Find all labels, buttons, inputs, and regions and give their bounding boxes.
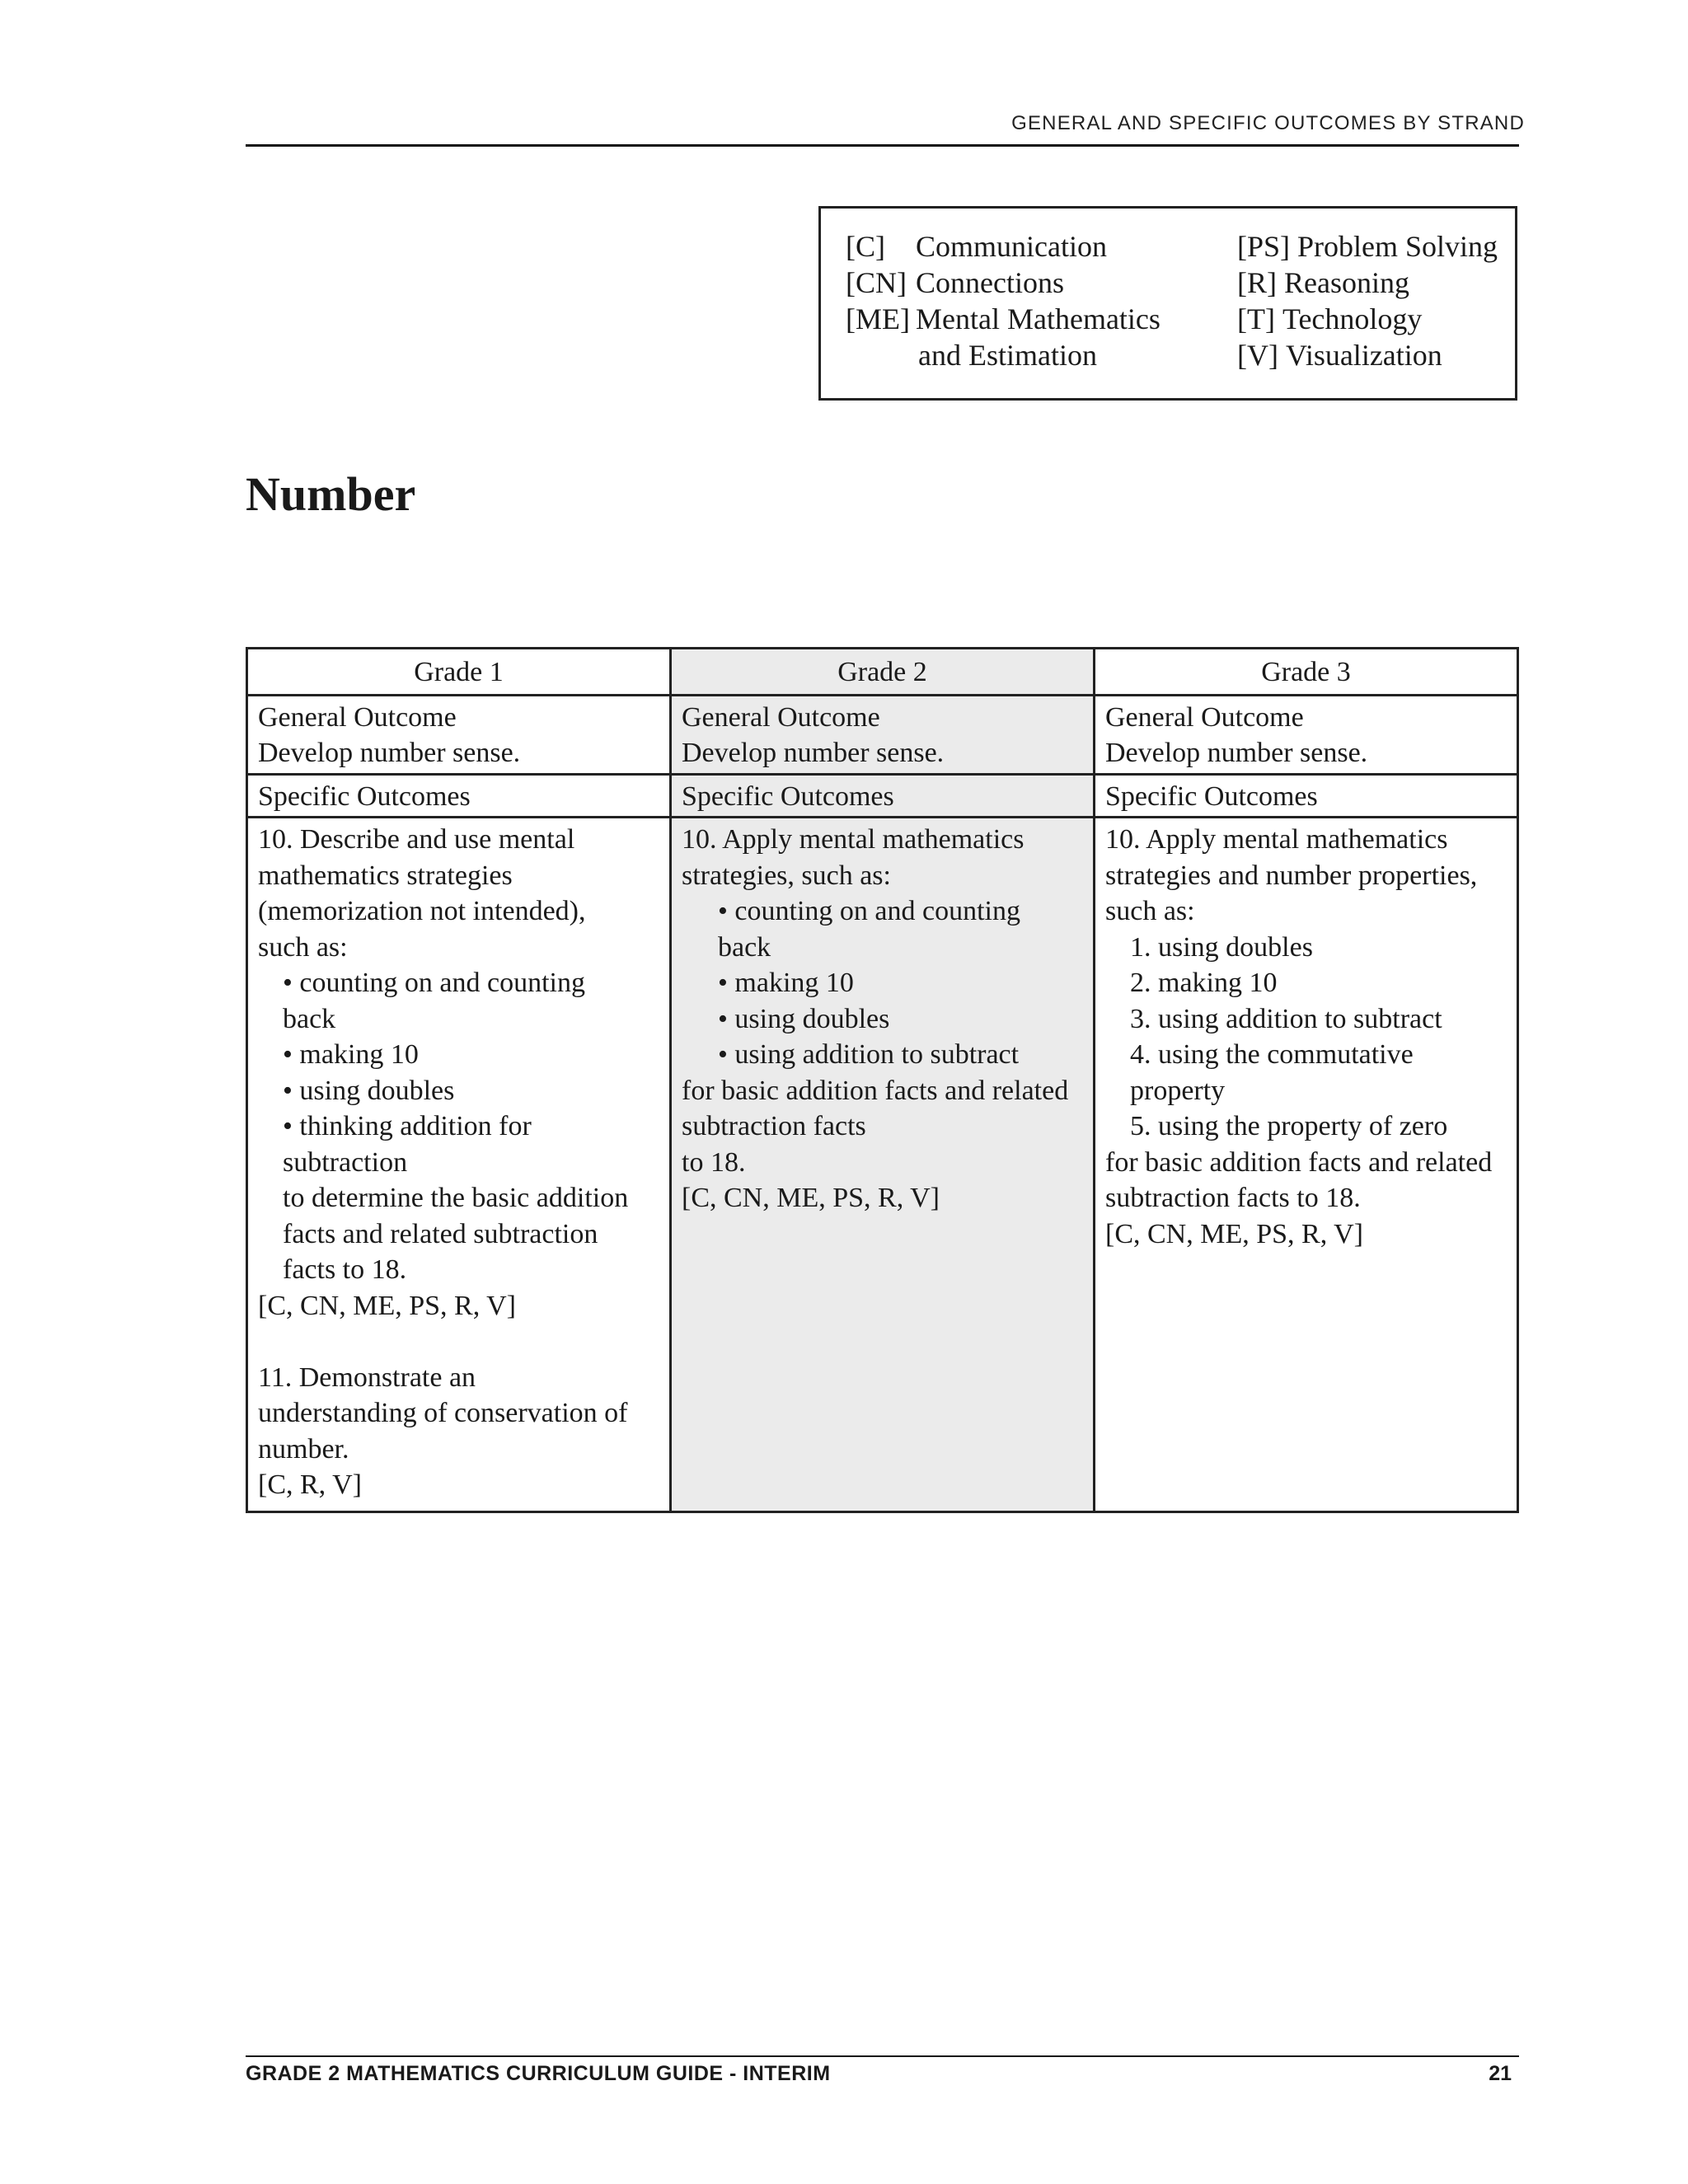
- outcome-line: • using addition to subtract: [718, 1039, 1020, 1070]
- outcome-line: strategies and number properties,: [1105, 860, 1478, 891]
- outcome-spacer: [258, 1324, 659, 1360]
- legend-code: [R]: [1237, 266, 1277, 299]
- general-outcome-text: Develop number sense.: [682, 738, 945, 768]
- legend-item-continuation: and Estimation: [918, 339, 1097, 372]
- outcome-line: 10. Apply mental mathematics: [682, 824, 1025, 855]
- specific-outcomes-header-row: [247, 774, 1518, 818]
- outcome-line: 5. using the property of zero: [1130, 1111, 1448, 1141]
- outcome-line: facts and related subtraction: [283, 1218, 598, 1249]
- legend-item-reasoning: [1237, 265, 1498, 301]
- outcome-line: to determine the basic addition: [283, 1183, 629, 1213]
- outcome-line: 11. Demonstrate an: [258, 1361, 476, 1393]
- legend-label: Reasoning: [1284, 266, 1409, 299]
- footer-rule: [246, 2055, 1519, 2057]
- outcome-line: understanding of conservation of: [258, 1398, 628, 1428]
- outcome-line: [C, CN, ME, PS, R, V]: [1105, 1218, 1363, 1249]
- grade-3-specific-outcomes: [1095, 818, 1518, 1512]
- legend-label: Technology: [1282, 302, 1423, 335]
- outcome-line: 2. making 10: [1130, 968, 1278, 998]
- outcome-line: [C, CN, ME, PS, R, V]: [682, 1183, 940, 1213]
- process-standards-legend: [818, 206, 1517, 401]
- legend-code: [T]: [1237, 302, 1275, 335]
- legend-code: [ME]: [846, 302, 910, 335]
- grade-1-specific-label: Specific Outcomes: [247, 774, 671, 818]
- outcome-line: • using doubles: [718, 1003, 890, 1034]
- outcome-line: • making 10: [283, 1039, 419, 1070]
- general-outcome-label: General Outcome: [682, 701, 880, 733]
- grade-3-header: Grade 3: [1095, 649, 1518, 696]
- outcome-line: 3. using addition to subtract: [1130, 1003, 1442, 1034]
- legend-right-column: [1237, 228, 1498, 373]
- outcome-line: • using doubles: [283, 1075, 455, 1106]
- grade-2-general-outcome: [671, 695, 1095, 774]
- legend-item-connections: [846, 265, 1160, 301]
- legend-item-technology: [1237, 301, 1498, 337]
- outcome-line: 10. Describe and use mental: [258, 824, 575, 855]
- legend-code: [PS]: [1237, 230, 1291, 263]
- outcome-line: subtraction facts to 18.: [1105, 1183, 1361, 1213]
- grade-1-general-outcome: [247, 695, 671, 774]
- footer-title: GRADE 2 MATHEMATICS CURRICULUM GUIDE - INTERIM: [246, 2062, 831, 2085]
- grade-3-specific-label: Specific Outcomes: [1095, 774, 1518, 818]
- outcome-line: back: [283, 1003, 336, 1034]
- grade-3-general-outcome: [1095, 695, 1518, 774]
- general-outcome-label: General Outcome: [258, 701, 457, 733]
- legend-code: [V]: [1237, 339, 1278, 372]
- outcome-line: strategies, such as:: [682, 860, 891, 891]
- outcome-line: • counting on and counting: [718, 896, 1020, 926]
- general-outcome-text: Develop number sense.: [1105, 738, 1368, 768]
- outcome-line: [C, R, V]: [258, 1469, 362, 1500]
- grade-1-specific-outcomes: [247, 818, 671, 1512]
- page-number: 21: [1489, 2062, 1512, 2085]
- legend-item-problem-solving: [1237, 228, 1498, 265]
- grade-2-specific-outcomes: [671, 818, 1095, 1512]
- outcome-line: • counting on and counting: [283, 968, 585, 998]
- legend-label: Communication: [916, 230, 1107, 263]
- legend-label: Mental Mathematics: [916, 302, 1160, 335]
- legend-item-communication: [846, 228, 1160, 265]
- legend-code: [CN]: [846, 266, 907, 299]
- legend-label: Connections: [916, 266, 1064, 299]
- outcome-line: 4. using the commutative: [1130, 1039, 1414, 1070]
- legend-item-visualization: [1237, 337, 1498, 373]
- outcome-line: 10. Apply mental mathematics: [1105, 824, 1448, 855]
- outcome-line: subtraction facts: [682, 1111, 866, 1141]
- outcome-line: • making 10: [718, 968, 854, 998]
- outcome-line: mathematics strategies: [258, 860, 513, 891]
- outcome-line: [C, CN, ME, PS, R, V]: [258, 1290, 516, 1321]
- grade-1-header: Grade 1: [247, 649, 671, 696]
- section-title: Number: [246, 467, 416, 521]
- legend-label: Problem Solving: [1297, 230, 1498, 263]
- general-outcome-row: [247, 695, 1518, 774]
- header-rule: [246, 144, 1519, 147]
- outcome-line: for basic addition facts and related: [1105, 1146, 1493, 1178]
- running-head: GENERAL AND SPECIFIC OUTCOMES BY STRAND: [1011, 112, 1525, 134]
- outcome-line: number.: [258, 1433, 349, 1465]
- grade-2-header: Grade 2: [671, 649, 1095, 696]
- outcome-line: • thinking addition for: [283, 1111, 532, 1141]
- outcomes-table: [246, 647, 1519, 1513]
- outcome-line: such as:: [258, 931, 348, 963]
- specific-outcomes-row: [247, 818, 1518, 1512]
- legend-left-column: [846, 228, 1160, 373]
- outcome-line: such as:: [1105, 896, 1195, 926]
- outcome-line: to 18.: [682, 1146, 746, 1178]
- outcome-line: property: [1130, 1075, 1226, 1106]
- general-outcome-label: General Outcome: [1105, 701, 1304, 733]
- legend-code: [C]: [846, 230, 885, 263]
- outcome-line: subtraction: [283, 1146, 408, 1178]
- outcome-line: (memorization not intended),: [258, 896, 586, 926]
- outcome-line: facts to 18.: [283, 1254, 407, 1285]
- legend-item-mental-mathematics: [846, 301, 1160, 337]
- grade-2-specific-label: Specific Outcomes: [671, 774, 1095, 818]
- outcome-line: 1. using doubles: [1130, 931, 1313, 963]
- legend-label: Visualization: [1285, 339, 1442, 372]
- outcome-line: back: [718, 931, 771, 963]
- grade-header-row: [247, 649, 1518, 696]
- general-outcome-text: Develop number sense.: [258, 738, 521, 768]
- outcome-line: for basic addition facts and related: [682, 1075, 1069, 1106]
